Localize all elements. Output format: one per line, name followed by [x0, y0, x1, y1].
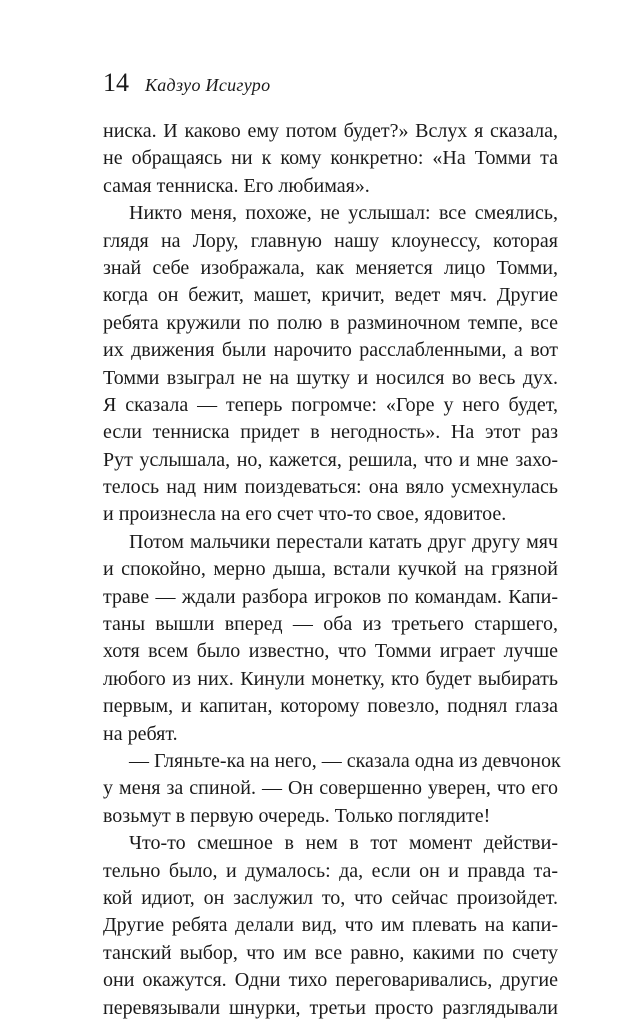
running-head: [103, 68, 270, 98]
text-line: глядя на Лору, главную нашу клоунессу, которая: [103, 229, 558, 252]
text-line: Рут услышала, но, кажется, решила, что и мне захо-: [103, 448, 558, 471]
text-line: Что-то смешное в нем в тот момент действи-: [129, 832, 558, 855]
text-line: у меня за спиной. — Он совершенно уверен, что его: [103, 777, 558, 800]
text-line: ребята кружили по полю в разминочном темпе, все: [103, 311, 558, 334]
text-line: хотя всем было известно, что Томми играет лучше: [103, 640, 558, 663]
text-line: их движения были нарочито расслабленными, а вот: [103, 339, 558, 362]
text-line: на ребят.: [103, 722, 178, 745]
text-line: не обращаясь ни к кому конкретно: «На Томми та: [103, 147, 558, 170]
text-line: они окажутся. Одни тихо переговаривались, другие: [103, 969, 558, 992]
text-line: — Гляньте-ка на него, — сказала одна из девчонок: [129, 749, 561, 772]
text-line: если тенниска придет в негодность». На этот раз: [103, 421, 558, 444]
text-line: Потом мальчики перестали катать друг другу мяч: [129, 530, 558, 553]
text-line: танский выбор, что им все равно, какими по счету: [103, 941, 558, 964]
text-line: Я сказала — теперь погромче: «Горе у него будет,: [103, 393, 558, 416]
author-name: Кадзуо Исигуро: [145, 75, 271, 95]
text-line: когда он бежит, машет, кричит, ведет мяч. Другие: [103, 284, 558, 307]
text-line: Другие ребята делали вид, что им плевать на капи-: [103, 914, 558, 937]
text-line: таны вышли вперед — оба из третьего старшего,: [103, 613, 558, 636]
text-line: самая тенниска. Его любимая».: [103, 174, 370, 197]
text-line: Никто меня, похоже, не услышал: все смеялись,: [129, 202, 558, 225]
text-line: возьмут в первую очередь. Только поглядите!: [103, 804, 491, 827]
body-text: [103, 118, 561, 1022]
text-line: траве — ждали разбора игроков по командам. Капи-: [103, 585, 558, 608]
text-line: кой идиот, он заслужил то, что сейчас произойдет.: [103, 886, 558, 909]
page-number: 14: [103, 68, 129, 97]
text-line: первым, и капитан, которому повезло, поднял глаза: [103, 695, 558, 718]
text-line: перевязывали шнурки, третьи просто разглядывали: [103, 996, 558, 1019]
text-line: Томми взыграл не на шутку и носился во весь дух.: [103, 366, 558, 389]
text-line: ниска. И каково ему потом будет?» Вслух я сказала,: [103, 120, 558, 142]
text-line: телось над ним поиздеваться: она вяло усмехнулась: [103, 476, 558, 499]
text-line: и спокойно, мерно дыша, встали кучкой на грязной: [103, 558, 558, 581]
text-line: знай себе изображала, как меняется лицо Томми,: [103, 256, 558, 279]
text-line: любого из них. Кинули монетку, кто будет выбирать: [103, 667, 558, 690]
text-line: тельно было, и думалось: да, если он и правда та-: [103, 859, 558, 882]
text-line: и произнесла на его счет что-то свое, ядовитое.: [103, 503, 507, 526]
